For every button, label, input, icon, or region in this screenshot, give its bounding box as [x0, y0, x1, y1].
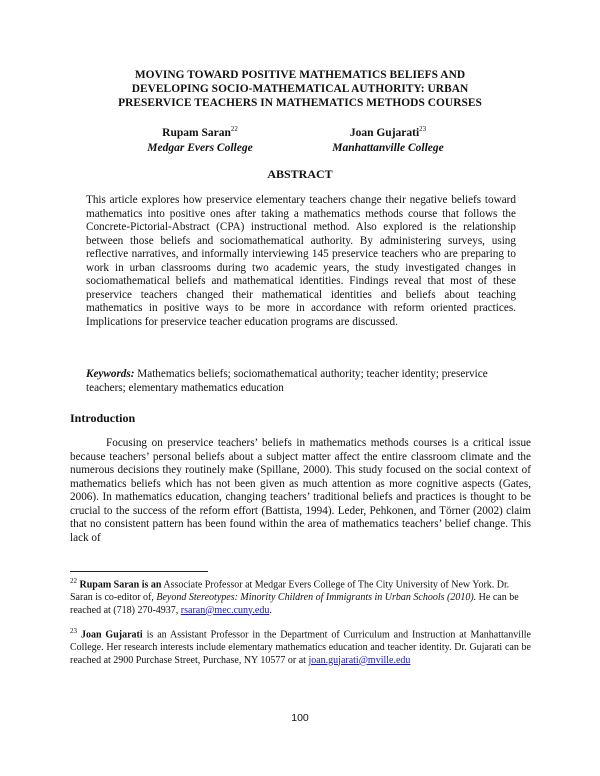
- author-name: Rupam Saran: [162, 126, 231, 139]
- footnote-number: 22: [70, 577, 77, 585]
- abstract-heading: ABSTRACT: [267, 167, 333, 181]
- footnote-1: [70, 575, 531, 617]
- footnote-text: Associate Professor at Medgar Evers College of The City University of New York. Dr. Saran is co-editor of,: [70, 579, 510, 603]
- paper-title: [70, 68, 530, 110]
- book-title: Beyond Stereotypes: Minority Children of Immigrants in Urban Schools (2010).: [156, 591, 477, 603]
- footnote-mark: 23: [419, 125, 427, 133]
- footnote-text: is an Assistant Professor in the Department of Curriculum and Instruction at Manhattanville College. Her research interests include elementary mathematics education and teacher identity. Dr. Gujarati can be reached at 2900 Purchase Street, Purchase, NY 10577 or at: [70, 629, 531, 666]
- footnote-2: [70, 625, 531, 667]
- email-link[interactable]: joan.gujarati@mville.edu: [308, 654, 411, 666]
- author-block-2: [288, 122, 488, 156]
- footnote-mark: 22: [230, 125, 238, 133]
- author-block-1: [100, 122, 300, 156]
- footnote-end: .: [269, 604, 272, 616]
- title-line: PRESERVICE TEACHERS IN MATHEMATICS METHODS COURSES: [118, 97, 482, 109]
- abstract-text: This article explores how preservice elementary teachers change their negative beliefs toward mathematics into positive ones after taking a mathematics methods course that follows the Concrete-Pictorial-Abstract (CPA) instructional method. Also explored is the relationship between those beliefs and sociomathematical authority. By administering surveys, using reflective narratives, and informally interviewing 145 preservice teachers who are preparing to work in urban classrooms during two academic years, the study investigated changes in sociomathematical beliefs and mathematical identities. Findings reveal that most of these preservice teachers changed their mathematical identities and beliefs about teaching mathematics in positive ways to be more in accordance with reform oriented practices. Implications for preservice teacher education programs are discussed.: [86, 194, 516, 328]
- section-heading: Introduction: [70, 411, 136, 425]
- footnote-author: Joan Gujarati: [80, 629, 143, 641]
- footnote-text: He can be reached at (718) 270-4937,: [70, 591, 519, 616]
- intro-paragraph: Focusing on preservice teachers’ beliefs in mathematics methods courses is a critical issue because teachers’ personal beliefs about a subject matter affect the entire classroom climate and the numerous decisions they routinely make (Spillane, 2000). This study focused on the social context of mathematics beliefs which has not been given as much attention as more cognitive aspects (Gates, 2006). In mathematics education, changing teachers’ traditional beliefs and practices is thought to be crucial to the success of the reform effort (Battista, 1994). Leder, Pehkonen, and Törner (2002) claim that no consistent pattern has been found within the area of mathematics teachers’ belief change. This lack of: [70, 437, 531, 544]
- keywords-label: Keywords:: [86, 368, 135, 380]
- page-number: 100: [291, 712, 309, 724]
- title-line: DEVELOPING SOCIO-MATHEMATICAL AUTHORITY: URBAN: [131, 83, 469, 95]
- keywords-text: Mathematics beliefs; sociomathematical authority; teacher identity; preservice teachers; elementary mathematics education: [86, 368, 488, 394]
- footnote-number: 23: [70, 627, 77, 635]
- author-affiliation: Manhattanville College: [332, 141, 444, 154]
- author-name: Joan Gujarati: [349, 126, 420, 139]
- title-line: MOVING TOWARD POSITIVE MATHEMATICS BELIEFS AND: [134, 69, 466, 81]
- keywords: [86, 368, 516, 395]
- footnote-author: Rupam Saran is an: [79, 579, 162, 591]
- footnote-divider: [70, 571, 208, 572]
- email-link[interactable]: rsaran@mec.cuny.edu: [180, 604, 270, 616]
- author-affiliation: Medgar Evers College: [147, 141, 253, 154]
